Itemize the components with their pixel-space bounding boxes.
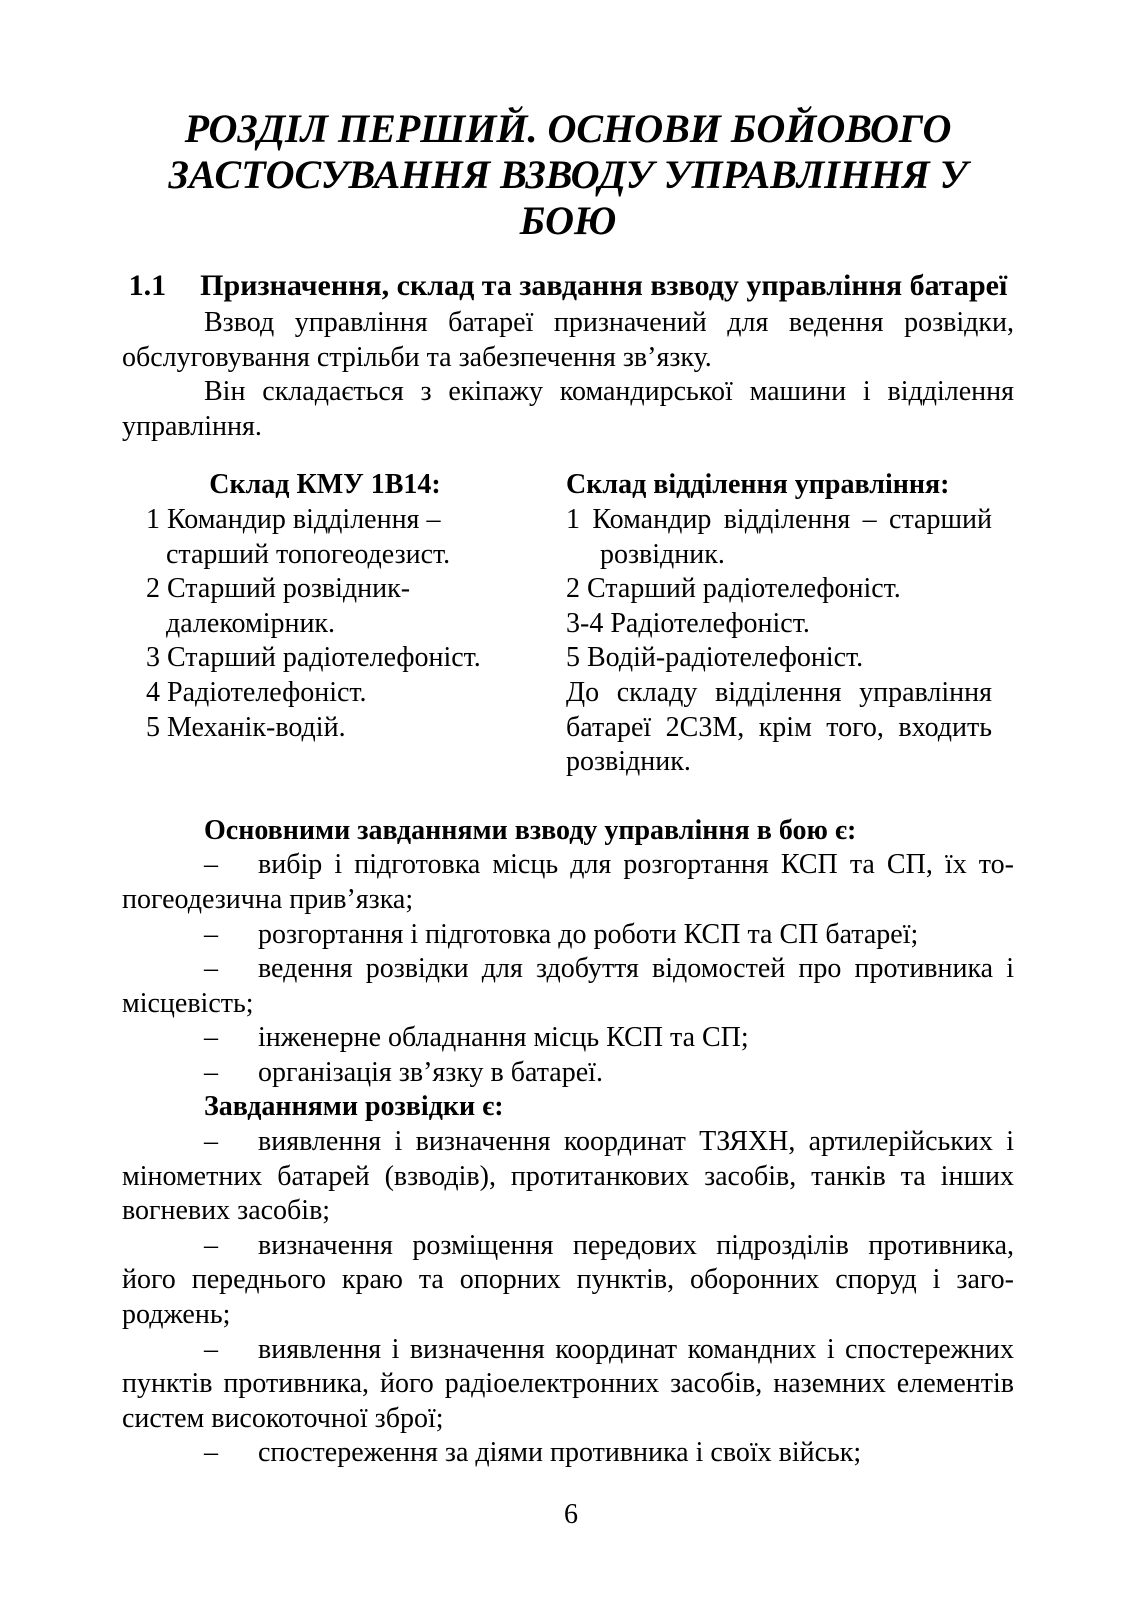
kmu-column-list [146, 503, 504, 745]
bullet-dash: – [204, 1056, 218, 1088]
bullet-dash: – [204, 1229, 218, 1261]
chapter-title: РОЗДІЛ ПЕРШИЙ. ОСНОВИ БОЙОВОГО ЗАСТОСУВАННЯ ВЗВОДУ УПРАВЛІННЯ У БОЮ [168, 106, 968, 243]
kmu-column-header: Склад КМУ 1В14: [209, 469, 441, 501]
bullet-item [122, 848, 1014, 917]
recon-tasks-heading: Завданнями розвідки є: [204, 1091, 504, 1123]
bullet-dash: – [204, 1022, 218, 1054]
bullet-dash: – [204, 953, 218, 985]
list-item: 4 Радіотелефоніст. [146, 676, 367, 708]
composition-columns [122, 468, 1014, 779]
control-column-header: Склад відділення управління: [566, 469, 950, 501]
page-number: 6 [564, 1499, 578, 1530]
bullet-text: визначення розміщення передових підрозділів противника, його переднього краю та опорних пунктів, оборонних споруд і загороджень; [122, 1229, 1014, 1331]
list-item: 2 Старший радіотелефоніст. [566, 573, 901, 605]
list-item: 5 Механік-водій. [146, 711, 346, 743]
bullet-item [122, 1125, 1014, 1229]
bullet-text: спостереження за діями противника і своїх військ; [258, 1437, 862, 1469]
list-item: 3 Старший радіотелефоніст. [146, 642, 481, 674]
main-tasks-heading: Основними завданнями взводу управління в бою є: [204, 814, 857, 846]
bullet-dash: – [204, 849, 218, 881]
list-item: 1 Командир відділення – старший розвідник. [566, 503, 992, 570]
list-item: 1 Командир відділення – старший топогеодезист. [146, 503, 451, 570]
bullet-item [122, 1229, 1014, 1333]
bullet-item [122, 1436, 1014, 1471]
bullet-item [122, 1056, 1014, 1091]
bullet-text: організація зв’язку в батареї. [258, 1056, 603, 1088]
list-item: 5 Водій-радіотелефоніст. [566, 642, 864, 674]
bullet-item [122, 952, 1014, 1021]
bullet-text: виявлення і визначення координат ТЗЯХН, артилерійських і мінометних батарей (взводів), протитанкових засобів, танків та інших вогневих засобів; [122, 1126, 1014, 1227]
bullet-item [122, 1021, 1014, 1056]
composition-paragraph: Він складається з екіпажу командирської машини і відділення управління. [122, 376, 1014, 442]
bullet-text: інженерне обладнання місць КСП та СП; [258, 1022, 749, 1054]
bullet-text: ведення розвідки для здобуття відомостей про противника і місцевість; [122, 953, 1014, 1019]
kmu-composition-column [146, 468, 504, 779]
section-title: Призначення, склад та завдання взводу управління батареї [200, 269, 1008, 302]
control-column-note: До складу відділення управління батареї 2С3М, крім того, входить розвідник. [566, 676, 992, 778]
bullet-text: розгортання і підготовка до роботи КСП та СП батареї; [258, 918, 919, 950]
bullet-text: вибір і підготовка місць для розгортання КСП та СП, їх топогеодезична прив’язка; [122, 849, 1014, 915]
bullet-dash: – [204, 1437, 218, 1469]
recon-tasks-list [122, 1125, 1014, 1471]
main-tasks-list [122, 848, 1014, 1090]
bullet-dash: – [204, 1333, 218, 1365]
section-number: 1.1 [128, 269, 167, 302]
bullet-dash: – [204, 918, 218, 950]
intro-paragraph: Взвод управління батареї призначений для ведення розвідки, обслуговування стрільби та забезпечення зв’язку. [122, 307, 1014, 373]
list-item: 2 Старший розвідник-далекомірник. [146, 573, 411, 639]
section-heading [122, 266, 1014, 306]
list-item: 3-4 Радіотелефоніст. [566, 607, 810, 639]
bullet-item [122, 918, 1014, 953]
bullet-dash: – [204, 1126, 218, 1158]
control-section-column [566, 468, 992, 779]
bullet-item [122, 1333, 1014, 1437]
bullet-text: виявлення і визначення координат командних і спостережних пунктів противника, його радіоелектронних засобів, наземних елементів систем високоточної зброї; [122, 1333, 1014, 1434]
control-column-list [566, 503, 992, 676]
